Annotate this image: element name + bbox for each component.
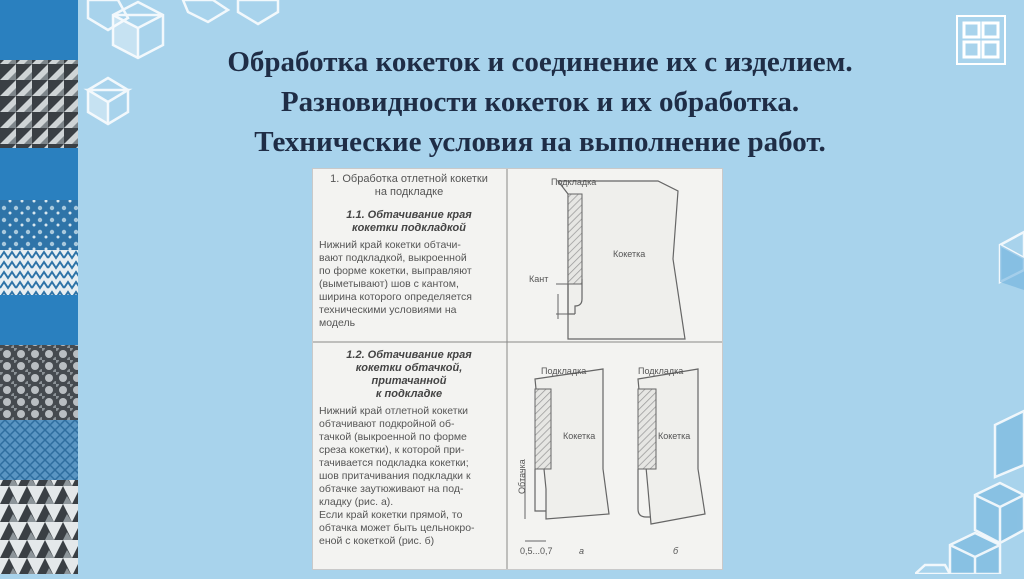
figure1-piping-label: Кант xyxy=(529,274,549,284)
section2-body-line: обтачке заутюживают на под- xyxy=(319,483,464,495)
slide-title xyxy=(140,42,940,162)
figure1-yoke-label: Кокетка xyxy=(613,249,646,259)
title-line-2: Разновидности кокеток и их обработка. xyxy=(280,86,800,118)
section2-subheading-line: кокетки обтачкой, xyxy=(355,362,463,374)
section2-subheading-line: к подкладке xyxy=(375,388,443,400)
logo-icon xyxy=(958,17,1004,63)
section2-body-line: тачивается подкладка кокетки; xyxy=(319,457,469,469)
figure2b-caption: б xyxy=(673,546,679,556)
section2-body-line: среза кокетки), к которой при- xyxy=(319,444,465,456)
square-pattern-logo xyxy=(956,15,1006,65)
yoke-diagrams xyxy=(313,169,722,569)
section2-subheading-line: 1.2. Обтачивание края xyxy=(346,349,472,361)
figure2a-lining-label: Подкладка xyxy=(541,366,587,376)
figure2b-yoke-label: Кокетка xyxy=(658,431,691,441)
pattern-strip-graphic xyxy=(0,0,78,574)
decorative-cube-right xyxy=(990,230,1024,300)
decorative-cubes-bottom-right xyxy=(915,405,1024,574)
figure2a-caption: а xyxy=(579,546,585,556)
section2-body-line: кладку (рис. а). xyxy=(319,496,394,508)
figure-1-yoke-lining xyxy=(556,181,685,339)
section2-body-line: Если край кокетки прямой, то xyxy=(319,509,463,521)
section2-subheading-line: притачанной xyxy=(371,375,447,387)
figure2b-lining-label: Подкладка xyxy=(638,366,684,376)
section1-subheading-line: 1.1. Обтачивание края xyxy=(346,209,472,221)
section1-heading-line: 1. Обработка отлетной кокетки xyxy=(330,173,488,185)
section1-body-line: по форме кокетки, выправляют xyxy=(319,265,472,277)
figure2a-yoke-label: Кокетка xyxy=(563,431,596,441)
title-line-3: Технические условия на выполнение работ. xyxy=(254,126,826,158)
figure-2b-yoke-cut-in-one xyxy=(638,369,705,524)
section2-body-line: тачкой (выкроенной по форме xyxy=(319,431,467,443)
section2-body-line: обтачивают подкройной об- xyxy=(319,418,455,430)
section2-body-line: обтачка может быть цельнокро- xyxy=(319,522,475,534)
decorative-pattern-strip xyxy=(0,0,78,574)
section1-body-line: (выметывают) шов с кантом, xyxy=(319,278,459,290)
figure2a-dimension-label: 0,5...0,7 xyxy=(520,546,553,556)
section2-body-line: еной с кокеткой (рис. б) xyxy=(319,535,435,547)
section1-body-line: Нижний край кокетки обтачи- xyxy=(319,239,461,251)
figure2a-facing-label: Обтачка xyxy=(517,459,527,494)
section2-body-line: шов притачивания подкладки к xyxy=(319,470,471,482)
section1-subheading-line: кокетки подкладкой xyxy=(352,222,466,234)
section1-body-line: вают подкладкой, выкроенной xyxy=(319,252,467,264)
textbook-scan-image xyxy=(312,168,723,570)
section1-body-line: модель xyxy=(319,317,356,329)
figure1-lining-label: Подкладка xyxy=(551,177,597,187)
section1-body-line: техническими условиями на xyxy=(319,304,457,316)
section1-heading-line: на подкладке xyxy=(374,186,444,198)
section1-body-line: ширина которого определяется xyxy=(319,291,472,303)
section2-body-line: Нижний край отлетной кокетки xyxy=(319,405,469,417)
title-line-1: Обработка кокеток и соединение их с изделием. xyxy=(227,46,853,78)
figure-2a-yoke-facing xyxy=(525,369,609,541)
